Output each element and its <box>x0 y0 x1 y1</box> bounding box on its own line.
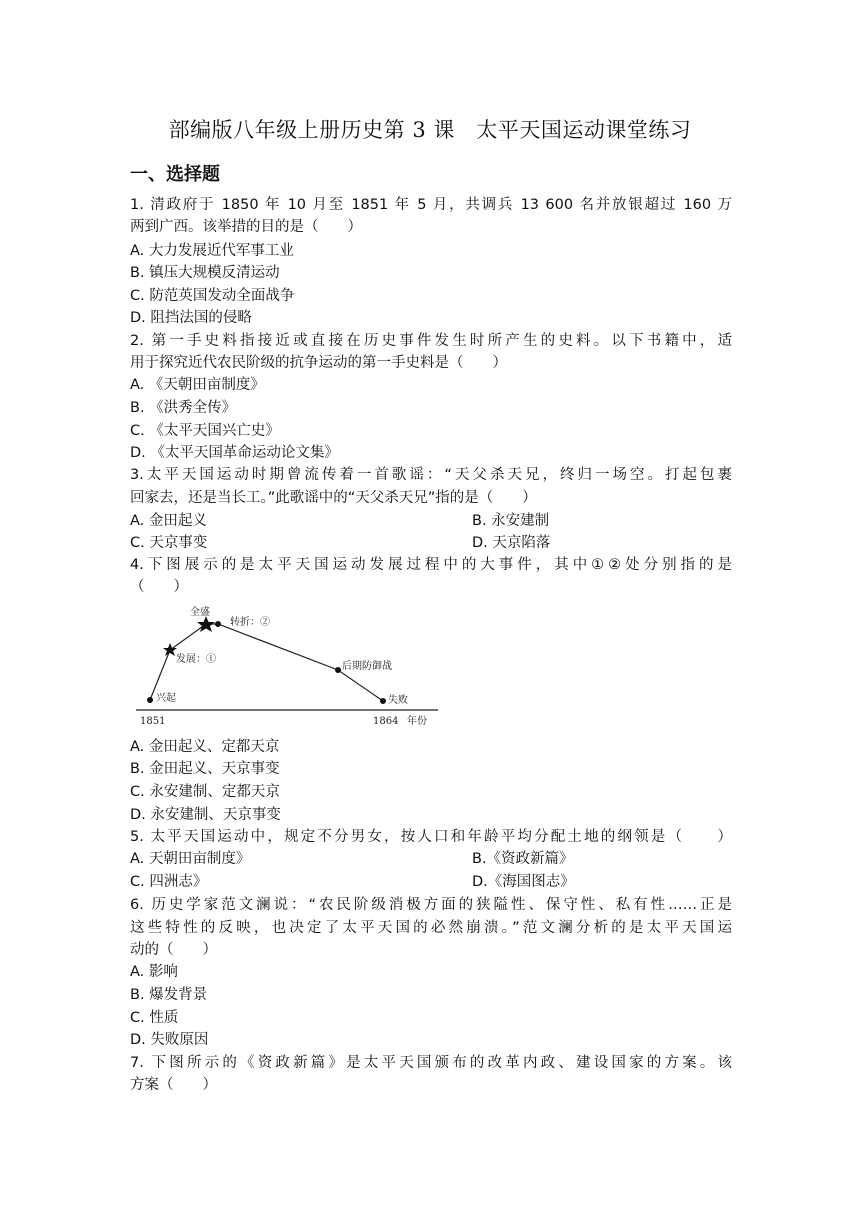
event-label-fail: 失败 <box>388 695 408 706</box>
q6-option-b: B. 爆发背景 <box>130 987 208 1003</box>
q7-stem-line2: 方案（ ） <box>130 1077 217 1093</box>
q4-option-c: C. 永安建制、定都天京 <box>130 784 280 800</box>
q5-option-a-text: A. 天朝田亩制度》 <box>130 851 251 867</box>
event-fail-dot <box>380 698 386 704</box>
q1-stem-line2: 两到广西。该举措的目的是（ ） <box>130 219 362 235</box>
q1-option-a: A. 大力发展近代军事工业 <box>130 243 294 259</box>
q6-option-d: D. 失败原因 <box>130 1032 209 1048</box>
timeline-figure <box>130 600 450 734</box>
q2-stem-line2: 用于探究近代农民阶级的抗争运动的第一手史料是（ ） <box>130 355 507 371</box>
q6-stem-line3: 动的（ ） <box>130 942 217 958</box>
q2-option-d: D. 《太平天国革命运动论文集》 <box>130 445 339 461</box>
q2-option-c: C. 《太平天国兴亡史》 <box>130 423 280 439</box>
section-heading: 一、选择题 <box>130 164 220 185</box>
q4-option-b: B. 金田起义、天京事变 <box>130 761 280 777</box>
event-develop-star-icon <box>163 643 177 656</box>
q4-stem-line1: 4.下图展示的是太平天国运动发展过程中的大事件，其中①②处分别指的是 <box>130 557 732 573</box>
q3-stem-line1: 3.太平天国运动时期曾流传着一首歌谣：“天父杀天兄，终归一场空。打起包裹 <box>130 467 732 483</box>
timeline-svg <box>130 600 450 730</box>
axis-start-year: 1851 <box>140 716 166 727</box>
q5-option-a <box>130 848 732 870</box>
event-label-turning: 转折：② <box>230 617 270 628</box>
q4-option-a: A. 金田起义、定都天京 <box>130 739 280 755</box>
q3-stem-line2: 回家去，还是当长工。”此歌谣中的“天父杀天兄”指的是（ ） <box>130 490 537 506</box>
event-rise-dot <box>147 697 153 703</box>
q5-option-c <box>130 871 732 893</box>
q2-stem-line1: 2. 第一手史料指接近或直接在历史事件发生时所产生的史料。以下书籍中，适 <box>130 333 732 349</box>
q5-option-b: B.《资政新篇》 <box>472 851 574 867</box>
page-title: 部编版八年级上册历史第 3 课 太平天国运动课堂练习 <box>168 118 692 142</box>
q3-option-b: B. 永安建制 <box>472 513 550 529</box>
q1-option-d: D. 阻挡法国的侵略 <box>130 310 252 326</box>
q6-option-a: A. 影响 <box>130 964 178 980</box>
event-label-defense: 后期防御战 <box>342 661 392 672</box>
q4-option-d: D. 永安建制、天京事变 <box>130 807 281 823</box>
q7-stem-line1: 7. 下图所示的《资政新篇》是太平天国颁布的改革内政、建设国家的方案。该 <box>130 1055 732 1071</box>
event-label-peak: 全盛 <box>190 607 210 618</box>
q6-option-c: C. 性质 <box>130 1010 179 1026</box>
event-turning-dot <box>215 621 221 627</box>
q5-stem-line1: 5. 太平天国运动中，规定不分男女，按人口和年龄平均分配土地的纲领是（ ） <box>130 829 732 845</box>
axis-end-year: 1864 <box>373 716 399 727</box>
q3-option-c-text: C. 天京事变 <box>130 535 208 551</box>
q2-option-a: A. 《天朝田亩制度》 <box>130 377 265 393</box>
q6-stem-line1: 6. 历史学家范文澜说：“农民阶级消极方面的狭隘性、保守性、私有性……正是 <box>130 897 732 913</box>
event-label-develop: 发展：① <box>176 654 216 665</box>
q4-stem-line2: （ ） <box>130 579 188 595</box>
q3-option-a-text: A. 金田起义 <box>130 513 207 529</box>
event-peak-star-icon <box>197 616 215 632</box>
q3-option-d: D. 天京陷落 <box>472 535 551 551</box>
q1-option-c: C. 防范英国发动全面战争 <box>130 288 295 304</box>
q3-option-a <box>130 510 732 532</box>
q2-option-b: B. 《洪秀全传》 <box>130 400 237 416</box>
q6-stem-line2: 这些特性的反映，也决定了太平天国的必然崩溃。”范文澜分析的是太平天国运 <box>130 920 732 936</box>
q5-option-d: D.《海国图志》 <box>472 874 575 890</box>
event-label-rise: 兴起 <box>156 693 176 704</box>
q3-option-c <box>130 532 732 554</box>
q1-stem-line1: 1. 清政府于 1850 年 10 月至 1851 年 5 月，共调兵 13 600 名并放银超过 160 万 <box>130 197 732 213</box>
axis-unit-label: 年份 <box>407 716 427 727</box>
q5-option-c-text: C. 四洲志》 <box>130 874 208 890</box>
event-defense-dot <box>335 667 341 673</box>
q1-option-b: B. 镇压大规模反清运动 <box>130 265 280 281</box>
